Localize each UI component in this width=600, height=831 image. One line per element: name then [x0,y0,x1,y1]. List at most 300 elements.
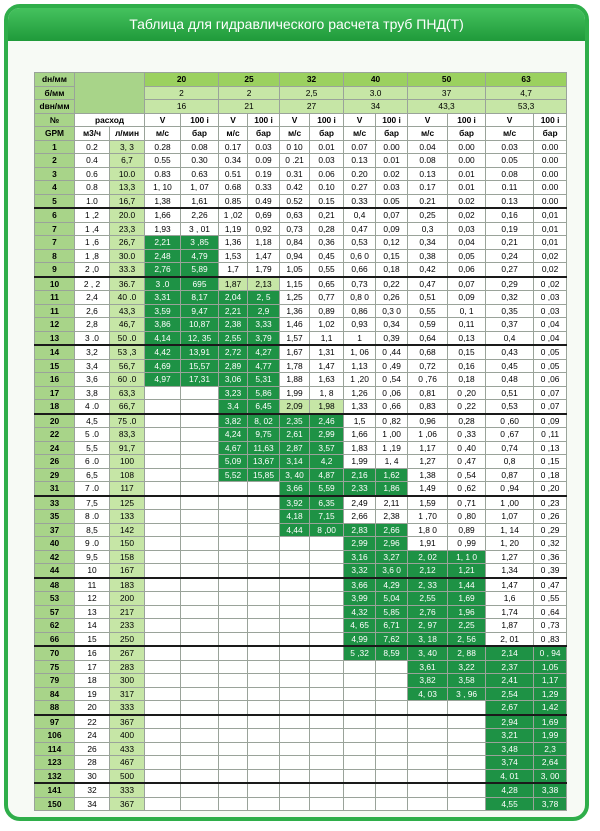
velocity-cell: 0,51 [408,291,448,305]
table-row [35,715,567,729]
loss-cell: 1 ,00 [376,428,408,442]
loss-cell: 0,01 [534,236,567,250]
velocity-cell: 0,68 [408,345,448,359]
m3h-cell: 30 [75,769,110,783]
ms-unit: м/с [280,127,310,141]
lmin-cell: 200 [110,592,145,606]
velocity-cell: 0.34 [219,154,248,168]
pipe-dvn: 16 [145,100,219,114]
gpm-cell: 20 [35,414,75,428]
gpm-cell: 40 [35,537,75,551]
m3h-cell: 1.0 [75,194,110,208]
velocity-cell [280,797,310,811]
velocity-header: V [408,113,448,127]
m3h-cell: 17 [75,660,110,674]
velocity-cell: 4,32 [344,605,376,619]
table-row [35,468,567,482]
lmin-cell: 75 .0 [110,414,145,428]
lmin-cell: 50 .0 [110,331,145,345]
velocity-cell: 0.31 [280,167,310,181]
velocity-cell: 0,73 [344,277,376,291]
gpm-cell: 12 [35,318,75,332]
velocity-cell [145,605,181,619]
loss-cell: 1,96 [448,605,486,619]
velocity-cell [280,783,310,797]
loss-cell: 0 ,62 [448,482,486,496]
loss-cell: 9,47 [181,304,219,318]
loss-cell [181,537,219,551]
table-row [35,331,567,345]
table-row [35,660,567,674]
loss-cell: 0 ,22 [448,400,486,414]
loss-cell: 0 ,23 [534,496,567,510]
velocity-cell [145,756,181,770]
velocity-cell [219,564,248,578]
table-row [35,373,567,387]
table-row [35,249,567,263]
loss-cell: 0,77 [310,291,344,305]
loss-cell [181,729,219,743]
loss-cell [310,674,344,688]
velocity-cell [280,742,310,756]
velocity-cell: 0,32 [486,291,534,305]
velocity-cell: 0.68 [219,181,248,195]
velocity-cell: 2,49 [344,496,376,510]
velocity-cell: 0,43 [486,345,534,359]
loss-cell [448,701,486,715]
velocity-cell [408,769,448,783]
velocity-cell: 0,8 0 [344,291,376,305]
loss-cell: 0 ,36 [534,550,567,564]
velocity-cell: 0,63 [280,208,310,222]
loss-cell [248,646,280,660]
velocity-cell: 1,25 [280,291,310,305]
velocity-cell [145,564,181,578]
lmin-cell: 63,3 [110,386,145,400]
loss-cell: 1,18 [248,236,280,250]
velocity-cell: 3,23 [219,386,248,400]
loss-cell: 0.05 [376,194,408,208]
velocity-cell: 1,15 [280,277,310,291]
velocity-cell: 3,74 [486,756,534,770]
velocity-cell: 1, 14 [486,523,534,537]
gpm-cell: 88 [35,701,75,715]
loss-cell: 0.01 [448,181,486,195]
loss-cell: 0,04 [448,236,486,250]
velocity-cell: 2, 33 [408,578,448,592]
velocity-cell [280,646,310,660]
table-row [35,304,567,318]
velocity-cell [344,660,376,674]
velocity-cell: 0 ,76 [408,373,448,387]
loss-cell: 5,59 [310,482,344,496]
velocity-cell: 3,59 [145,304,181,318]
velocity-cell [219,729,248,743]
loss-cell [181,687,219,701]
velocity-cell: 0.17 [408,181,448,195]
bar-unit: бар [376,127,408,141]
velocity-cell: 5 ,32 [344,646,376,660]
velocity-cell [280,605,310,619]
loss-cell [310,550,344,564]
ms-unit: м/с [145,127,181,141]
velocity-cell: 0,59 [408,318,448,332]
velocity-cell: 1,87 [486,619,534,633]
loss-cell: 3,57 [310,441,344,455]
m3h-cell: 1 ,2 [75,208,110,222]
lmin-cell: 142 [110,523,145,537]
loss-cell: 0.63 [181,167,219,181]
loss-cell [248,496,280,510]
loss-cell [248,578,280,592]
loss-cell: 3,78 [534,797,567,811]
velocity-cell [145,687,181,701]
table-row [35,496,567,510]
table-row [35,769,567,783]
lmin-cell: 133 [110,510,145,524]
table-row [35,523,567,537]
loss-cell: 17,31 [181,373,219,387]
velocity-cell: 2,55 [408,592,448,606]
loss-cell: 5,31 [248,373,280,387]
loss-cell: 2,96 [376,537,408,551]
gpm-cell: 37 [35,523,75,537]
velocity-cell: 1,46 [280,318,310,332]
loss-cell: 3 , 01 [181,222,219,236]
lmin-cell: 183 [110,578,145,592]
loss-cell: 0 ,40 [448,441,486,455]
loss-cell: 0 ,55 [534,592,567,606]
velocity-cell [408,729,448,743]
velocity-cell: 1 [344,331,376,345]
loss-cell: 0.10 [310,181,344,195]
velocity-cell: 4,69 [145,359,181,373]
lmin-cell: 333 [110,783,145,797]
velocity-cell [280,619,310,633]
loss-cell [376,687,408,701]
velocity-cell [219,674,248,688]
velocity-cell: 3, 18 [408,632,448,646]
lmin-cell: 26,7 [110,236,145,250]
velocity-cell [145,619,181,633]
loss-cell: 13,91 [181,345,219,359]
velocity-cell: 2, 01 [486,632,534,646]
table-row [35,756,567,770]
velocity-cell: 4, 03 [408,687,448,701]
velocity-cell [280,632,310,646]
velocity-cell [219,523,248,537]
table-row [35,632,567,646]
lmin-cell: 467 [110,756,145,770]
velocity-cell: 0,47 [408,277,448,291]
lmin-cell: 250 [110,632,145,646]
table-row [35,510,567,524]
row-label-dn: dн/мм [35,73,75,87]
loss-header: 100 i [248,113,280,127]
gpm-cell: 1 [35,140,75,154]
loss-cell: 0.01 [310,140,344,154]
loss-cell: 0 ,11 [534,428,567,442]
velocity-cell: 0,55 [408,304,448,318]
loss-cell [181,482,219,496]
loss-cell [248,742,280,756]
loss-cell: 1,42 [534,701,567,715]
loss-cell [248,537,280,551]
loss-cell: 7,15 [310,510,344,524]
velocity-cell: 0,19 [486,222,534,236]
loss-cell: 0,45 [310,249,344,263]
loss-cell: 1,29 [534,687,567,701]
velocity-cell: 3,86 [145,318,181,332]
loss-cell [376,783,408,797]
velocity-cell [280,687,310,701]
velocity-cell [219,783,248,797]
loss-cell: 0.00 [534,140,567,154]
loss-cell [310,687,344,701]
velocity-cell: 1,26 [344,386,376,400]
lmin-cell: 60 .0 [110,373,145,387]
velocity-cell: 1, 10 [145,181,181,195]
loss-cell [248,510,280,524]
loss-cell [310,578,344,592]
velocity-cell [344,797,376,811]
velocity-cell: 1,67 [280,345,310,359]
loss-cell [181,441,219,455]
loss-cell: 0,18 [376,263,408,277]
loss-cell: 3,22 [448,660,486,674]
gpm-cell: 15 [35,359,75,373]
velocity-cell [145,523,181,537]
row-label-dvn: dвн/мм [35,100,75,114]
velocity-cell [344,715,376,729]
m3h-cell: 11 [75,578,110,592]
velocity-cell: 0 .21 [280,154,310,168]
loss-cell: 0.06 [310,167,344,181]
velocity-cell: 0,66 [344,263,376,277]
gpm-cell: 11 [35,291,75,305]
velocity-cell: 3,32 [344,564,376,578]
velocity-cell: 2, 02 [408,550,448,564]
velocity-cell: 3,31 [145,291,181,305]
loss-cell: 0 ,05 [534,359,567,373]
velocity-cell: 4,55 [486,797,534,811]
lmin-cell: 233 [110,619,145,633]
table-row [35,687,567,701]
loss-cell [248,592,280,606]
loss-cell: 0,26 [376,291,408,305]
velocity-cell: 1,66 [344,428,376,442]
velocity-cell: 0 ,67 [486,428,534,442]
ms-unit: м/с [219,127,248,141]
loss-cell: 0 ,47 [534,578,567,592]
loss-cell: 13,67 [248,455,280,469]
velocity-cell [219,756,248,770]
loss-cell [310,783,344,797]
loss-cell: 0.00 [534,194,567,208]
loss-cell [310,769,344,783]
m3h-cell: 2 , 2 [75,277,110,291]
velocity-cell [145,742,181,756]
m3h-cell: 0.2 [75,140,110,154]
velocity-cell: 1,05 [280,263,310,277]
loss-cell: 0 ,07 [534,400,567,414]
m3h-cell: 28 [75,756,110,770]
table-row [35,783,567,797]
gpm-cell: 141 [35,783,75,797]
velocity-cell: 0.13 [486,194,534,208]
loss-cell [310,619,344,633]
velocity-cell: 2,83 [344,523,376,537]
pipe-dvn: 21 [219,100,280,114]
velocity-cell: 1,36 [280,304,310,318]
loss-cell: 0.30 [181,154,219,168]
gpm-cell: 53 [35,592,75,606]
loss-cell: 0 , 94 [534,646,567,660]
velocity-cell: 3,66 [344,578,376,592]
loss-cell: 0,18 [448,373,486,387]
hydraulic-table [34,72,566,811]
velocity-cell: 0.85 [219,194,248,208]
loss-cell: 3,27 [376,550,408,564]
loss-cell: 0 ,13 [534,441,567,455]
pipe-b: 3.0 [344,86,408,100]
lmin-cell: 267 [110,646,145,660]
loss-cell: 9,75 [248,428,280,442]
loss-cell [248,564,280,578]
loss-cell [310,701,344,715]
velocity-cell: 1,27 [408,455,448,469]
gpm-cell: 6 [35,208,75,222]
loss-cell: 1,98 [310,400,344,414]
velocity-cell: 2,37 [486,660,534,674]
table-row [35,550,567,564]
velocity-cell: 3, 40 [280,468,310,482]
loss-cell: 1,61 [181,194,219,208]
lmin-cell: 150 [110,537,145,551]
velocity-cell [145,386,181,400]
lmin-cell: 6,7 [110,154,145,168]
pipe-b: 2 [219,86,280,100]
loss-cell [448,797,486,811]
m3h-cell: 16 [75,646,110,660]
loss-cell [248,701,280,715]
gpm-cell: 42 [35,550,75,564]
table-row [35,742,567,756]
velocity-cell [145,783,181,797]
loss-cell: 0 ,29 [534,523,567,537]
loss-cell [181,564,219,578]
loss-cell: 0.49 [248,194,280,208]
loss-cell: 0.33 [248,181,280,195]
loss-cell: 0.02 [376,167,408,181]
velocity-cell [219,605,248,619]
loss-cell: 0.15 [310,194,344,208]
loss-cell: 3,58 [448,674,486,688]
velocity-cell: 2,12 [408,564,448,578]
loss-cell: 1,02 [310,318,344,332]
loss-cell: 0 ,09 [534,414,567,428]
gpm-cell: 132 [35,769,75,783]
velocity-cell [145,797,181,811]
loss-cell [310,742,344,756]
velocity-cell: 0.08 [408,154,448,168]
header-blank [75,73,145,114]
lmin-cell: 23,3 [110,222,145,236]
loss-cell [181,510,219,524]
velocity-cell [408,701,448,715]
velocity-cell: 2,14 [486,646,534,660]
loss-cell [310,592,344,606]
velocity-cell: 1,7 [219,263,248,277]
lmin-cell: 56,7 [110,359,145,373]
lmin-cell: 500 [110,769,145,783]
velocity-cell [145,441,181,455]
loss-cell [181,414,219,428]
gpm-cell: 26 [35,455,75,469]
velocity-cell [219,742,248,756]
m3h-cell: 18 [75,674,110,688]
loss-cell: 8,59 [376,646,408,660]
m3h-cell: 4 .0 [75,400,110,414]
table-row [35,154,567,168]
velocity-cell: 0 ,94 [486,482,534,496]
m3h-cell: 7 .0 [75,482,110,496]
velocity-cell: 1, 06 [344,345,376,359]
velocity-cell [280,674,310,688]
loss-cell: 0.00 [448,140,486,154]
loss-cell: 5,86 [248,386,280,400]
velocity-cell: 5,09 [219,455,248,469]
loss-cell: 0 ,64 [534,605,567,619]
velocity-cell [219,592,248,606]
lmin-cell: 30.0 [110,249,145,263]
velocity-cell: 4,28 [486,783,534,797]
velocity-cell: 0.27 [344,181,376,195]
velocity-cell [280,715,310,729]
velocity-cell: 1 ,02 [219,208,248,222]
velocity-cell: 3,4 [219,400,248,414]
velocity-cell: 3,66 [280,482,310,496]
velocity-cell: 0,3 [408,222,448,236]
velocity-cell: 1,13 [344,359,376,373]
header-row-dn [35,73,567,87]
loss-cell [376,756,408,770]
m3h-cell: 3 .0 [75,331,110,345]
loss-cell: 0.19 [248,167,280,181]
velocity-cell [145,632,181,646]
m3h-cell: 2,8 [75,318,110,332]
loss-cell: 3 ,85 [181,236,219,250]
loss-cell [248,674,280,688]
loss-cell: 0 ,06 [376,386,408,400]
loss-cell: 3 , 96 [448,687,486,701]
gpm-cell: 62 [35,619,75,633]
velocity-cell [280,756,310,770]
gpm-cell: 11 [35,304,75,318]
m3h-unit: м3/ч [75,127,110,141]
loss-cell [248,756,280,770]
flow-label: расход [75,113,145,127]
velocity-cell [219,646,248,660]
table-row [35,674,567,688]
loss-cell [310,564,344,578]
velocity-cell [145,414,181,428]
loss-cell [448,756,486,770]
loss-cell: 0,01 [534,208,567,222]
loss-cell: 2,25 [448,619,486,633]
loss-cell: 0,07 [376,208,408,222]
m3h-cell: 2,6 [75,304,110,318]
